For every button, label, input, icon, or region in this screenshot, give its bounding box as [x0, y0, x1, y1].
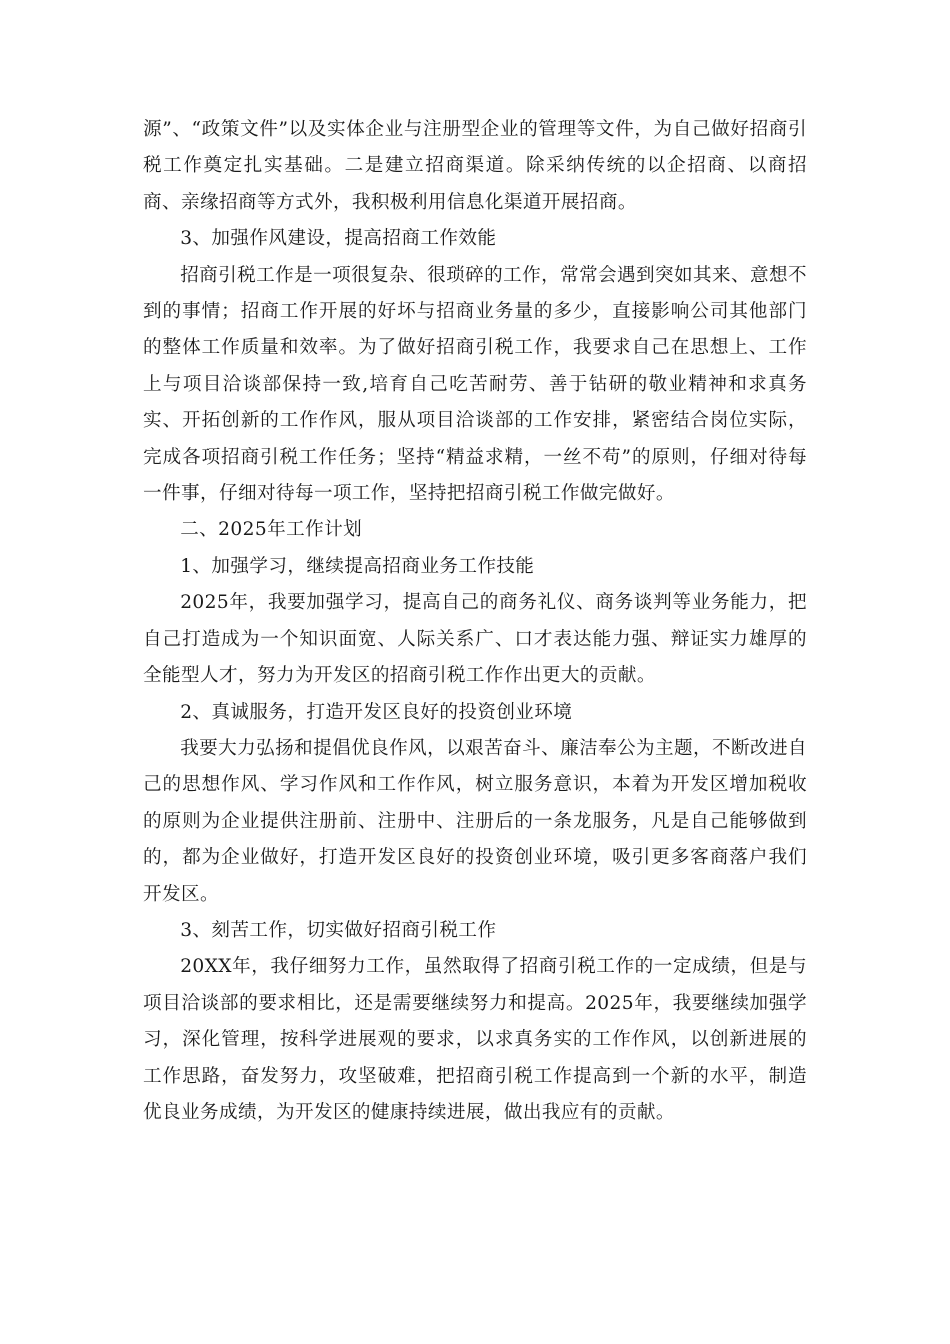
section-heading-work-plan: 二、2025年工作计划: [180, 519, 363, 541]
document-body: [143, 112, 807, 1131]
paragraph-continuation: 源”、“政策文件”以及实体企业与注册型企业的管理等文件，为自己做好招商引税工作奠定扎实基础。二是建立招商渠道。除采纳传统的以企招商、以商招商、亲缘招商等方式外，我积极利用信息化渠道开展招商。: [143, 119, 807, 213]
section-heading-work-style: 3、加强作风建设，提高招商工作效能: [180, 228, 497, 250]
paragraph-service: 我要大力弘扬和提倡优良作风，以艰苦奋斗、廉洁奉公为主题，不断改进自己的思想作风、学习作风和工作作风，树立服务意识，本着为开发区增加税收的原则为企业提供注册前、注册中、注册后的一条龙服务，凡是自己能够做到的，都为企业做好，打造开发区良好的投资创业环境，吸引更多客商落户我们开发区。: [143, 737, 807, 905]
paragraph-study: 2025年，我要加强学习，提高自己的商务礼仪、商务谈判等业务能力，把自己打造成为一个知识面宽、人际关系广、口才表达能力强、辩证实力雄厚的全能型人才，努力为开发区的招商引税工作作出更大的贡献。: [143, 592, 807, 687]
subheading-hard-work: 3、刻苦工作，切实做好招商引税工作: [180, 919, 497, 941]
subheading-service: 2、真诚服务，打造开发区良好的投资创业环境: [180, 701, 573, 723]
paragraph-hard-work: 20XX年，我仔细努力工作，虽然取得了招商引税工作的一定成绩，但是与项目洽谈部的要求相比，还是需要继续努力和提高。2025年，我要继续加强学习，深化管理，按科学进展观的要求，以求真务实的工作作风，以创新进展的工作思路，奋发努力，攻坚破难，把招商引税工作提高到一个新的水平，制造优良业务成绩，为开发区的健康持续进展，做出我应有的贡献。: [143, 956, 807, 1123]
subheading-study: 1、加强学习，继续提高招商业务工作技能: [180, 555, 535, 577]
paragraph-work-style: 招商引税工作是一项很复杂、很琐碎的工作，常常会遇到突如其来、意想不到的事情；招商工作开展的好坏与招商业务量的多少，直接影响公司其他部门的整体工作质量和效率。为了做好招商引税工作，我要求自己在思想上、工作上与项目洽谈部保持一致,培育自己吃苦耐劳、善于钻研的敬业精神和求真务实、开拓创新的工作作风，服从项目洽谈部的工作安排，紧密结合岗位实际，完成各项招商引税工作任务；坚持“精益求精，一丝不苟”的原则，仔细对待每一件事，仔细对待每一项工作，坚持把招商引税工作做完做好。: [143, 264, 807, 505]
